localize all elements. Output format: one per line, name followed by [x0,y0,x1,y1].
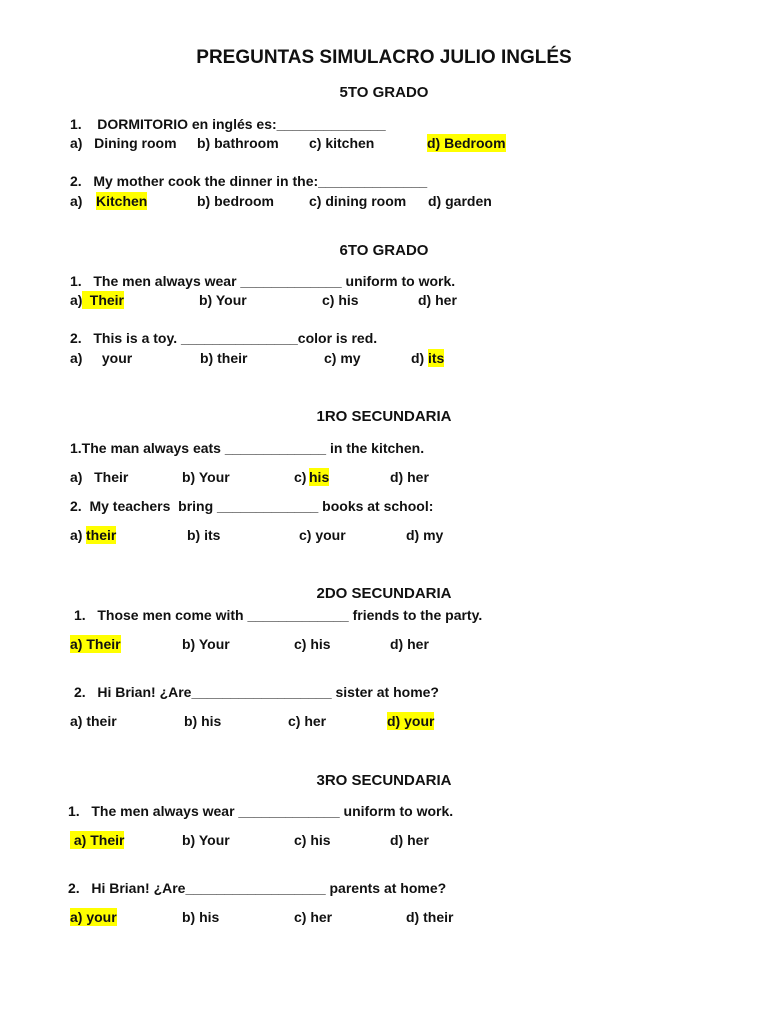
section-heading-2do-secundaria: 2DO SECUNDARIA [316,585,452,602]
option-d: d) garden [428,193,492,209]
option-a: a) their [70,713,117,729]
option-a-correct: a) Their [70,636,121,652]
question-text: 1. The men always wear _____________ uniform to work. [70,273,456,289]
option-d: d) her [390,636,429,652]
option-b: b) Your [182,636,230,652]
option-c-correct: his [309,469,330,485]
option-d-correct: its [428,350,445,366]
option-c: c) his [294,636,331,652]
option-a: a) your [70,350,133,366]
question-text: 1.The man always eats _____________ in the kitchen. [70,440,425,456]
question-text: 1. Those men come with _____________ friends to the party. [74,607,483,623]
option-d: d) my [406,527,444,543]
question-text: 1. The men always wear _____________ uniform to work. [68,803,454,819]
question-text: 2. This is a toy. _______________color is red. [70,330,378,346]
option-b: b) his [184,713,222,729]
question-text: 1. DORMITORIO en inglés es:______________ [70,116,386,132]
option-c: c) your [299,527,346,543]
option-d: d) her [418,292,457,308]
option-d: d) their [406,909,454,925]
option-d: d) her [390,469,429,485]
option-b: b) Your [182,469,230,485]
section-heading-5to-grado: 5TO GRADO [339,84,429,101]
option-d: d) her [390,832,429,848]
question-text: 2. My mother cook the dinner in the:______________ [70,173,428,189]
option-a-correct: a) Their [70,832,125,848]
option-a-correct: Kitchen [96,193,148,209]
option-b: b) Your [199,292,247,308]
option-b: b) bathroom [197,135,279,151]
option-a: a) Their [70,469,129,485]
section-heading-1ro-secundaria: 1RO SECUNDARIA [316,408,452,425]
question-text: 2. Hi Brian! ¿Are__________________ sister at home? [74,684,439,700]
option-b: b) Your [182,832,230,848]
option-d-correct: d) Bedroom [427,135,506,151]
option-a-prefix: a) [70,193,83,209]
option-a-correct: Their [82,292,125,308]
option-c: c) his [322,292,359,308]
question-text: 2. Hi Brian! ¿Are__________________ parents at home? [68,880,447,896]
option-a: a) Dining room [70,135,177,151]
section-heading-3ro-secundaria: 3RO SECUNDARIA [316,772,452,789]
option-c: c) kitchen [309,135,375,151]
option-b: b) their [200,350,248,366]
option-d-prefix: d) [411,350,425,366]
option-a-prefix: a) [70,527,83,543]
option-c: c) my [324,350,361,366]
option-c: c) her [288,713,327,729]
option-a-prefix: a) [70,292,83,308]
option-c: c) his [294,832,331,848]
option-b: b) bedroom [197,193,274,209]
option-c: c) dining room [309,193,407,209]
document-title: PREGUNTAS SIMULACRO JULIO INGLÉS [196,47,572,68]
option-c-prefix: c) [294,469,307,485]
section-heading-6to-grado: 6TO GRADO [339,242,429,259]
option-d-correct: d) your [387,713,435,729]
question-text: 2. My teachers bring _____________ books at school: [70,498,434,514]
option-c: c) her [294,909,333,925]
option-b: b) its [187,527,221,543]
option-a-correct: their [86,527,117,543]
option-b: b) his [182,909,220,925]
option-a-correct: a) your [70,909,117,925]
